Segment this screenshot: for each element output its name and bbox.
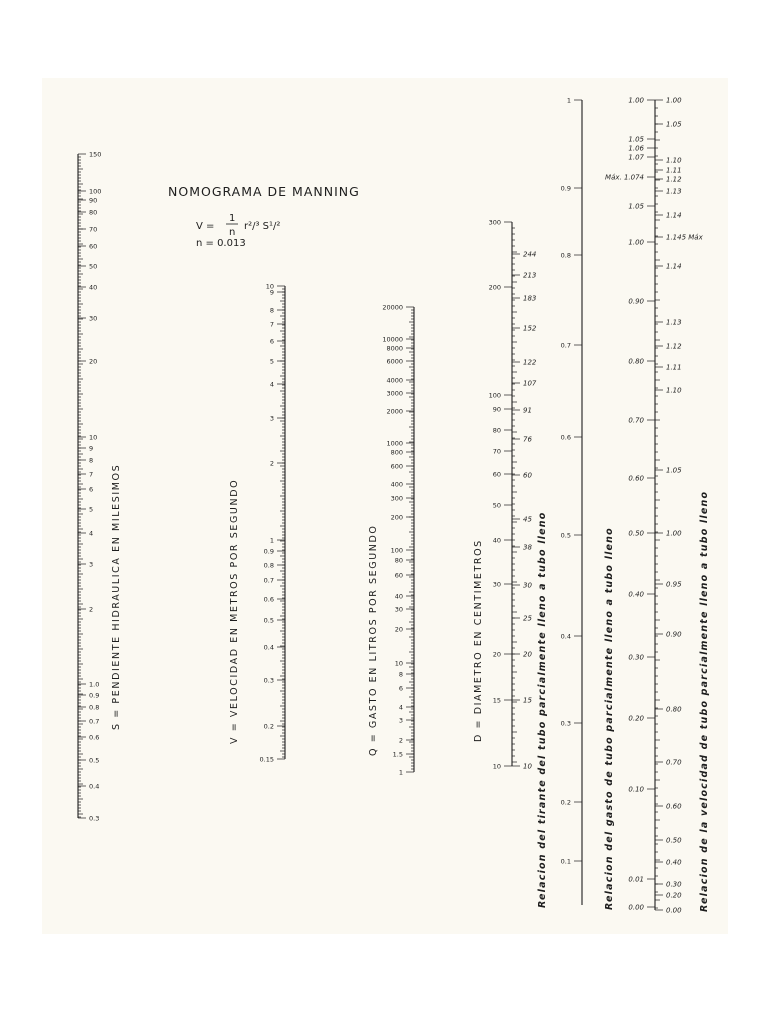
depth-ratio-tick-label: 0.4 xyxy=(560,632,571,641)
flow-ratio-tick-label: 0.40 xyxy=(628,590,644,599)
velocity-ratio-tick-label: 0.95 xyxy=(666,580,682,589)
slope-tick-label: 100 xyxy=(89,187,102,196)
flow-tick-label: 10000 xyxy=(382,335,403,344)
depth-ratio-tick-label: 0.6 xyxy=(560,433,571,442)
slope-tick-label: 5 xyxy=(89,505,94,514)
flow-ratio-tick-label: Máx. 1.074 xyxy=(605,173,644,182)
flow-tick-label: 400 xyxy=(390,480,403,489)
depth-ratio-tick-label: 1 xyxy=(566,96,571,105)
formula-denominator: n xyxy=(229,227,236,238)
flow-ratio-tick-label: 0.20 xyxy=(628,714,644,723)
flow-tick-label: 2 xyxy=(398,736,403,745)
velocity-tick-label: 1 xyxy=(269,536,274,545)
velocity-ratio-tick-label: 1.00 xyxy=(666,529,682,538)
axis-title-depth-ratio: Relacion del tirante del tubo parcialmente lleno a tubo lleno xyxy=(537,511,548,908)
flow-tick-label: 3 xyxy=(398,716,403,725)
diameter-tick-left-label: 15 xyxy=(492,696,501,705)
slope-tick-label: 7 xyxy=(89,470,94,479)
diameter-tick-right-label: 30 xyxy=(523,581,532,590)
velocity-tick-label: 7 xyxy=(269,320,274,329)
flow-tick-label: 2000 xyxy=(386,407,403,416)
slope-tick-label: 8 xyxy=(89,456,94,465)
flow-ratio-tick-label: 0.50 xyxy=(628,529,644,538)
flow-tick-label: 20000 xyxy=(382,303,403,312)
slope-tick-label: 0.8 xyxy=(89,703,100,712)
flow-ratio-tick-label: 0.00 xyxy=(628,903,644,912)
slope-tick-label: 30 xyxy=(89,314,98,323)
diameter-tick-left-label: 30 xyxy=(492,580,501,589)
diameter-tick-right-label: 45 xyxy=(523,515,532,524)
slope-tick-label: 80 xyxy=(89,208,98,217)
diameter-tick-right-label: 38 xyxy=(523,543,532,552)
nomogram-title: NOMOGRAMA DE MANNING xyxy=(168,184,360,199)
flow-ratio-tick-label: 0.10 xyxy=(628,785,644,794)
flow-tick-label: 1 xyxy=(398,768,403,777)
flow-tick-label: 40 xyxy=(394,592,403,601)
velocity-ratio-tick-label: 0.60 xyxy=(666,802,682,811)
velocity-ratio-tick-label: 1.10 xyxy=(666,156,682,165)
velocity-tick-label: 0.7 xyxy=(263,576,274,585)
velocity-ratio-tick-label: 1.10 xyxy=(666,386,682,395)
velocity-ratio-tick-label: 0.90 xyxy=(666,630,682,639)
diameter-tick-left-label: 50 xyxy=(492,501,501,510)
formula-rest: r²/³ S¹/² xyxy=(244,221,281,232)
velocity-ratio-tick-label: 0.00 xyxy=(666,906,682,915)
velocity-tick-label: 6 xyxy=(269,337,274,346)
velocity-ratio-tick-label: 1.00 xyxy=(666,96,682,105)
diameter-tick-left-label: 300 xyxy=(488,218,501,227)
roughness-value: n = 0.013 xyxy=(196,238,246,249)
velocity-ratio-tick-label: 1.11 xyxy=(666,363,682,372)
diameter-tick-right-label: 213 xyxy=(523,271,537,280)
velocity-ratio-tick-label: 1.12 xyxy=(666,175,682,184)
velocity-ratio-tick-label: 1.05 xyxy=(666,466,682,475)
depth-ratio-tick-label: 0.8 xyxy=(560,251,571,260)
flow-tick-label: 8000 xyxy=(386,344,403,353)
diameter-tick-left-label: 40 xyxy=(492,536,501,545)
slope-tick-label: 6 xyxy=(89,485,94,494)
velocity-tick-label: 0.5 xyxy=(263,616,274,625)
slope-tick-label: 20 xyxy=(89,357,98,366)
flow-ratio-tick-label: 0.60 xyxy=(628,474,644,483)
velocity-tick-label: 8 xyxy=(269,306,274,315)
slope-tick-label: 2 xyxy=(89,605,94,614)
slope-tick-label: 90 xyxy=(89,196,98,205)
flow-tick-label: 60 xyxy=(394,571,403,580)
flow-tick-label: 20 xyxy=(394,625,403,634)
velocity-ratio-tick-label: 0.50 xyxy=(666,836,682,845)
flow-tick-label: 30 xyxy=(394,605,403,614)
flow-tick-label: 200 xyxy=(390,513,403,522)
velocity-ratio-tick-label: 1.05 xyxy=(666,120,682,129)
slope-tick-label: 0.9 xyxy=(89,691,100,700)
flow-tick-label: 100 xyxy=(390,546,403,555)
manning-formula xyxy=(196,213,280,249)
flow-tick-label: 300 xyxy=(390,494,403,503)
slope-tick-label: 150 xyxy=(89,150,102,159)
flow-tick-label: 800 xyxy=(390,448,403,457)
velocity-ratio-tick-label: 1.145 Máx xyxy=(666,233,703,242)
flow-tick-label: 600 xyxy=(390,462,403,471)
velocity-ratio-tick-label: 1.12 xyxy=(666,342,682,351)
flow-ratio-tick-label: 1.00 xyxy=(628,238,644,247)
flow-ratio-tick-label: 1.05 xyxy=(628,135,644,144)
axis-title-diameter: D = DIAMETRO EN CENTIMETROS xyxy=(473,539,484,742)
velocity-tick-label: 0.15 xyxy=(259,755,274,764)
flow-tick-label: 1.5 xyxy=(392,750,403,759)
slope-tick-label: 0.3 xyxy=(89,814,100,823)
flow-ratio-tick-label: 1.05 xyxy=(628,202,644,211)
diameter-tick-left-label: 100 xyxy=(488,391,501,400)
diameter-tick-right-label: 122 xyxy=(523,358,537,367)
depth-ratio-tick-label: 0.9 xyxy=(560,184,571,193)
diameter-tick-left-label: 60 xyxy=(492,470,501,479)
flow-ratio-tick-label: 1.07 xyxy=(628,153,644,162)
velocity-ratio-tick-label: 1.13 xyxy=(666,318,682,327)
depth-ratio-tick-label: 0.5 xyxy=(560,531,571,540)
velocity-tick-label: 0.9 xyxy=(263,547,274,556)
slope-tick-label: 40 xyxy=(89,283,98,292)
diameter-tick-right-label: 10 xyxy=(523,762,532,771)
slope-tick-label: 0.5 xyxy=(89,756,100,765)
diameter-tick-right-label: 152 xyxy=(523,324,537,333)
velocity-tick-label: 0.2 xyxy=(263,722,274,731)
velocity-ratio-tick-label: 0.30 xyxy=(666,880,682,889)
diameter-tick-right-label: 183 xyxy=(523,294,537,303)
axis-title-velocity-ratio: Relacion de la velocidad de tubo parcialmente lleno a tubo lleno xyxy=(699,490,710,912)
slope-tick-label: 3 xyxy=(89,560,94,569)
velocity-ratio-tick-label: 1.11 xyxy=(666,166,682,175)
flow-tick-label: 4000 xyxy=(386,376,403,385)
velocity-ratio-tick-label: 1.14 xyxy=(666,262,682,271)
slope-tick-label: 1.0 xyxy=(89,680,100,689)
diameter-tick-left-label: 10 xyxy=(492,762,501,771)
flow-ratio-tick-label: 1.06 xyxy=(628,144,644,153)
velocity-ratio-tick-label: 1.14 xyxy=(666,211,682,220)
depth-ratio-tick-label: 0.2 xyxy=(560,798,571,807)
flow-ratio-tick-label: 0.70 xyxy=(628,416,644,425)
depth-ratio-tick-label: 0.3 xyxy=(560,719,571,728)
diameter-tick-left-label: 80 xyxy=(492,426,501,435)
slope-tick-label: 0.4 xyxy=(89,782,100,791)
flow-ratio-tick-label: 0.90 xyxy=(628,297,644,306)
slope-tick-label: 10 xyxy=(89,433,98,442)
velocity-tick-label: 0.8 xyxy=(263,561,274,570)
slope-tick-label: 9 xyxy=(89,444,94,453)
velocity-tick-label: 9 xyxy=(269,288,274,297)
velocity-tick-label: 3 xyxy=(269,414,274,423)
flow-ratio-tick-label: 1.00 xyxy=(628,96,644,105)
diameter-tick-right-label: 25 xyxy=(523,614,532,623)
axis-title-velocity: V = VELOCIDAD EN METROS POR SEGUNDO xyxy=(229,478,240,744)
velocity-tick-label: 10 xyxy=(265,282,274,291)
slope-tick-label: 70 xyxy=(89,225,98,234)
diameter-tick-right-label: 76 xyxy=(523,435,532,444)
slope-tick-label: 0.6 xyxy=(89,733,100,742)
axis-title-flow: Q = GASTO EN LITROS POR SEGUNDO xyxy=(368,524,379,756)
velocity-tick-label: 0.4 xyxy=(263,643,274,652)
flow-ratio-tick-label: 0.80 xyxy=(628,357,644,366)
slope-tick-label: 60 xyxy=(89,242,98,251)
diameter-tick-left-label: 90 xyxy=(492,405,501,414)
diameter-tick-right-label: 60 xyxy=(523,471,532,480)
diameter-tick-left-label: 200 xyxy=(488,283,501,292)
velocity-tick-label: 2 xyxy=(269,459,274,468)
formula-numerator: 1 xyxy=(229,213,236,224)
diameter-tick-right-label: 91 xyxy=(523,406,532,415)
diameter-tick-left-label: 20 xyxy=(492,650,501,659)
slope-tick-label: 4 xyxy=(89,529,94,538)
velocity-ratio-tick-label: 1.13 xyxy=(666,187,682,196)
velocity-ratio-tick-label: 0.40 xyxy=(666,858,682,867)
flow-tick-label: 80 xyxy=(394,556,403,565)
flow-tick-label: 1000 xyxy=(386,439,403,448)
slope-tick-label: 50 xyxy=(89,262,98,271)
velocity-ratio-tick-label: 0.70 xyxy=(666,758,682,767)
diameter-tick-right-label: 20 xyxy=(523,650,532,659)
velocity-tick-label: 0.6 xyxy=(263,595,274,604)
flow-tick-label: 8 xyxy=(398,670,403,679)
velocity-tick-label: 4 xyxy=(269,380,274,389)
flow-ratio-tick-label: 0.30 xyxy=(628,653,644,662)
axis-title-flow-ratio: Relacion del gasto de tubo parcialmente lleno a tubo lleno xyxy=(604,527,615,910)
diameter-tick-right-label: 107 xyxy=(523,379,537,388)
velocity-ratio-tick-label: 0.80 xyxy=(666,705,682,714)
flow-tick-label: 3000 xyxy=(386,389,403,398)
velocity-tick-label: 0.3 xyxy=(263,676,274,685)
flow-tick-label: 6000 xyxy=(386,357,403,366)
slope-tick-label: 0.7 xyxy=(89,717,100,726)
formula-prefix: V = xyxy=(196,221,215,232)
velocity-tick-label: 5 xyxy=(269,357,274,366)
flow-tick-label: 4 xyxy=(398,703,403,712)
flow-tick-label: 10 xyxy=(394,659,403,668)
depth-ratio-tick-label: 0.1 xyxy=(560,857,571,866)
depth-ratio-tick-label: 0.7 xyxy=(560,341,571,350)
diameter-tick-right-label: 244 xyxy=(523,250,537,259)
diameter-tick-right-label: 15 xyxy=(523,696,532,705)
velocity-ratio-tick-label: 0.20 xyxy=(666,891,682,900)
axis-title-slope: S = PENDIENTE HIDRAULICA EN MILESIMOS xyxy=(111,463,122,730)
diameter-tick-left-label: 70 xyxy=(492,447,501,456)
flow-ratio-tick-label: 0.01 xyxy=(628,875,644,884)
flow-tick-label: 6 xyxy=(398,684,403,693)
